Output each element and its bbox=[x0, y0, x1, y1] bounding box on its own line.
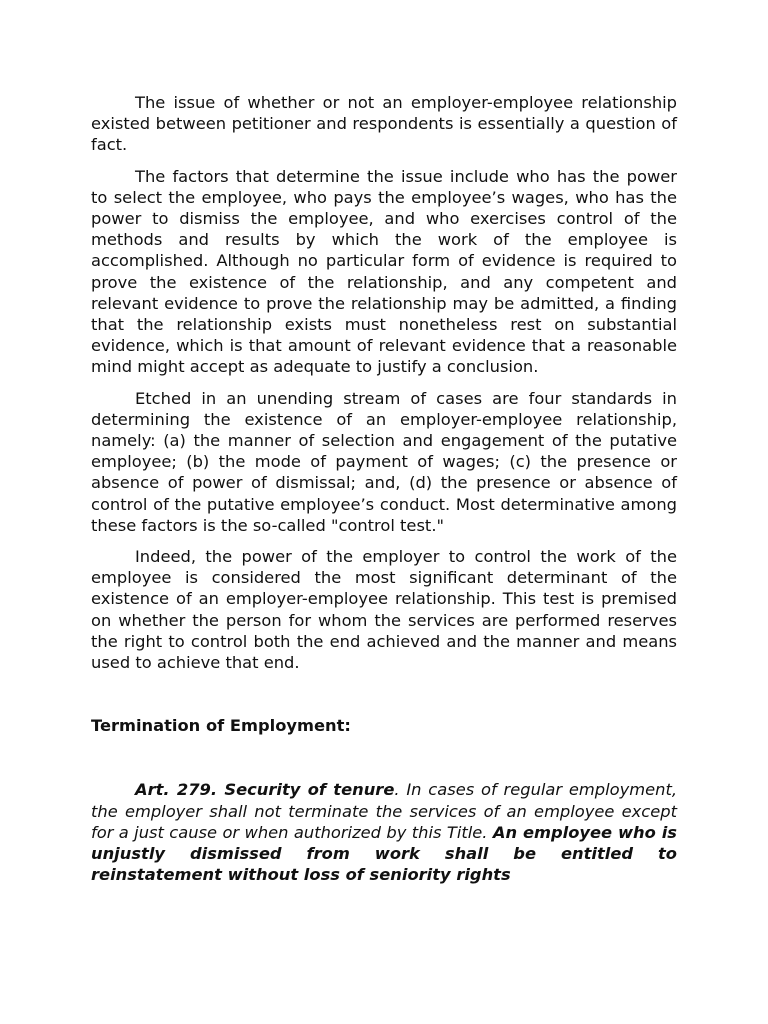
paragraph-4: Indeed, the power of the employer to control the work of the employee is considered the most significant determinant of the existence of an employer-employee relationship. This test is premised on whether the person for whom the services are performed reserves the right to control both the end achieved and the manner and means used to achieve that end. bbox=[91, 547, 677, 673]
paragraph-3: Etched in an unending stream of cases are four standards in determining the existence of an employer-employee relationship, namely: (a) the manner of selection and engagement of the putative employee; (b) the mode of payment of wages; (c) the presence or absence of power of dismissal; and, (d) the presence or absence of control of the putative employee’s conduct. Most determinative among these factors is the so-called "control test." bbox=[91, 388, 677, 535]
document-page bbox=[91, 92, 677, 886]
article-bold-body: An employee who is unjustly dismissed from work shall be entitled to reinstatement without loss of seniority rights bbox=[91, 822, 677, 885]
paragraph-1: The issue of whether or not an employer-employee relationship existed between petitioner and respondents is essentially a question of fact. bbox=[91, 93, 677, 155]
section-heading: Termination of Employment: bbox=[91, 716, 351, 736]
paragraph-2: The factors that determine the issue include who has the power to select the employee, who pays the employee’s wages, who has the power to dismiss the employee, and who exercises control of the methods and results by which the work of the employee is accomplished. Although no particular form of evidence is required to prove the existence of the relationship, and any competent and relevant evidence to prove the relationship may be admitted, a finding that the relationship exists must nonetheless rest on substantial evidence, which is that amount of relevant evidence that a reasonable mind might accept as adequate to justify a conclusion. bbox=[91, 166, 677, 377]
article-279 bbox=[91, 779, 677, 885]
article-title: Art. 279. Security of tenure bbox=[135, 780, 395, 800]
article-title-suffix: . bbox=[394, 780, 400, 800]
article-body: In cases of regular employment, the employer shall not terminate the services of an employee except for a just cause or when authorized by this Title. bbox=[91, 780, 678, 842]
